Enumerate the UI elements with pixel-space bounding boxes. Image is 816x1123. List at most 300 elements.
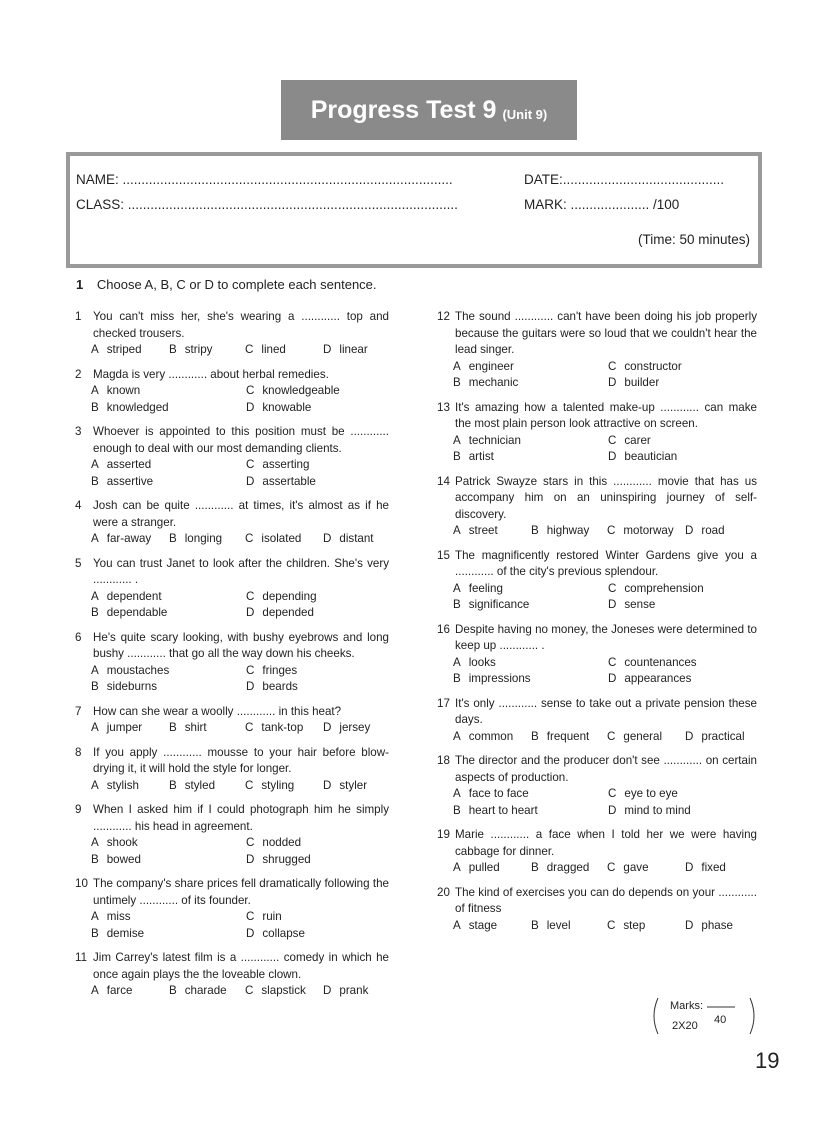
option-letter: B xyxy=(453,598,461,611)
option-text: moustaches xyxy=(106,663,170,677)
question-13 xyxy=(437,400,757,466)
option-letter: C xyxy=(245,343,254,356)
question-text: Whoever is appointed to this position must be ............ enough to deal with our most demanding clients. xyxy=(93,425,389,455)
option-a[interactable] xyxy=(453,860,531,877)
option-b[interactable] xyxy=(169,720,245,737)
option-b[interactable] xyxy=(453,449,608,466)
option-letter: D xyxy=(685,861,694,874)
option-d[interactable] xyxy=(323,342,393,359)
option-letter: D xyxy=(246,852,255,866)
question-text: Marie ............ a face when I told her we were having cabbage for dinner. xyxy=(455,828,757,858)
option-letter: B xyxy=(453,376,461,389)
question-number: 20 xyxy=(437,885,450,899)
option-c[interactable] xyxy=(245,531,323,548)
question-number: 14 xyxy=(437,474,450,488)
option-text: stage xyxy=(468,918,498,932)
option-b[interactable] xyxy=(91,926,246,943)
option-d[interactable] xyxy=(608,803,748,820)
option-a[interactable] xyxy=(453,523,531,540)
option-c[interactable] xyxy=(246,909,386,926)
option-text: sense xyxy=(624,598,656,611)
option-letter: C xyxy=(246,589,255,603)
option-text: looks xyxy=(468,655,496,669)
option-a[interactable] xyxy=(91,589,246,606)
marks-formula: 2X20 xyxy=(672,1020,698,1032)
option-text: prank xyxy=(339,984,369,997)
question-text: The sound ............ can't have been doing his job properly because the guitars were so loud that we couldn't hear the lead singer. xyxy=(455,310,757,356)
option-letter: C xyxy=(608,359,617,373)
option-b[interactable] xyxy=(169,342,245,359)
question-18 xyxy=(437,753,757,819)
option-text: assertable xyxy=(262,474,316,488)
option-text: appearances xyxy=(624,672,692,685)
option-text: stripy xyxy=(184,343,213,356)
option-b[interactable] xyxy=(91,474,246,491)
option-c[interactable] xyxy=(245,778,323,795)
question-number: 15 xyxy=(437,548,450,562)
option-a[interactable] xyxy=(91,778,169,795)
option-letter: B xyxy=(453,450,461,463)
option-d[interactable] xyxy=(685,918,755,935)
option-d[interactable] xyxy=(323,720,393,737)
option-text: street xyxy=(468,524,498,537)
option-b[interactable] xyxy=(531,860,607,877)
page-number: 19 xyxy=(755,1048,780,1073)
option-b[interactable] xyxy=(453,671,608,688)
section-instruction xyxy=(76,277,377,292)
option-letter: A xyxy=(453,861,461,874)
option-d[interactable] xyxy=(323,531,393,548)
option-text: styler xyxy=(339,778,368,792)
option-text: shook xyxy=(106,836,138,849)
question-17 xyxy=(437,696,757,746)
option-letter: B xyxy=(453,672,461,685)
option-letter: B xyxy=(91,474,99,488)
option-letter: C xyxy=(246,384,255,397)
option-text: significance xyxy=(468,598,530,611)
option-c[interactable] xyxy=(607,523,685,540)
option-d[interactable] xyxy=(323,778,393,795)
option-a[interactable] xyxy=(91,663,246,680)
option-text: shirt xyxy=(184,721,207,734)
option-text: feeling xyxy=(468,581,503,595)
option-d[interactable] xyxy=(246,852,386,869)
question-text: How can she wear a woolly ............ in this heat? xyxy=(93,704,342,718)
option-text: styled xyxy=(184,778,216,792)
option-letter: D xyxy=(246,926,255,940)
question-2 xyxy=(75,367,389,417)
question-3 xyxy=(75,424,389,490)
option-letter: C xyxy=(245,721,254,734)
option-letter: D xyxy=(323,984,332,997)
option-letter: A xyxy=(91,721,99,734)
option-b[interactable] xyxy=(531,918,607,935)
option-letter: D xyxy=(608,803,617,817)
option-letter: B xyxy=(169,343,177,356)
option-letter: B xyxy=(169,778,177,792)
option-letter: D xyxy=(323,721,332,734)
option-letter: C xyxy=(608,655,617,669)
option-letter: A xyxy=(91,589,99,603)
question-text: Magda is very ............ about herbal remedies. xyxy=(93,367,329,381)
answer-options xyxy=(453,729,757,746)
question-number: 19 xyxy=(437,828,450,841)
option-letter: A xyxy=(91,532,99,545)
option-text: fringes xyxy=(262,663,298,677)
option-letter: B xyxy=(531,861,539,874)
option-c[interactable] xyxy=(246,383,386,400)
option-letter: B xyxy=(531,524,539,537)
question-column-right xyxy=(437,309,757,934)
option-letter: B xyxy=(91,400,99,414)
option-text: knowable xyxy=(262,400,312,414)
option-c[interactable] xyxy=(246,663,386,680)
option-text: jumper xyxy=(106,721,143,734)
option-text: impressions xyxy=(468,672,531,685)
option-d[interactable] xyxy=(323,983,393,1000)
question-number: 12 xyxy=(437,310,450,323)
option-c[interactable] xyxy=(245,720,323,737)
option-a[interactable] xyxy=(91,342,169,359)
option-a[interactable] xyxy=(91,909,246,926)
option-text: knowledged xyxy=(106,400,169,414)
option-text: miss xyxy=(106,910,131,923)
option-c[interactable] xyxy=(608,433,748,450)
option-b[interactable] xyxy=(169,531,245,548)
question-text: If you apply ............ mousse to your hair before blow-drying it, it will hold the style for longer. xyxy=(93,745,389,775)
question-20 xyxy=(437,885,757,935)
option-text: sideburns xyxy=(106,680,158,693)
option-letter: C xyxy=(607,861,616,874)
option-text: phase xyxy=(701,918,733,932)
option-text: collapse xyxy=(262,926,305,940)
marks-label: Marks: xyxy=(670,1000,703,1012)
option-a[interactable] xyxy=(453,433,608,450)
option-letter: B xyxy=(453,803,461,817)
name-field[interactable]: NAME: ........................................................................................ xyxy=(76,172,453,187)
option-text: level xyxy=(546,918,571,932)
question-10 xyxy=(75,876,389,942)
option-text: motorway xyxy=(623,524,674,537)
option-letter: A xyxy=(91,778,99,792)
option-text: depending xyxy=(262,589,317,603)
question-text: Jim Carrey's latest film is a ............ comedy in which he once again plays the the loveable clown. xyxy=(93,951,389,981)
option-letter: D xyxy=(246,400,255,414)
option-text: slapstick xyxy=(261,984,306,997)
option-b[interactable] xyxy=(453,803,608,820)
answer-options xyxy=(91,589,389,622)
option-letter: B xyxy=(531,729,539,743)
option-letter: C xyxy=(607,918,616,932)
question-number: 3 xyxy=(75,425,82,438)
option-a[interactable] xyxy=(453,729,531,746)
option-b[interactable] xyxy=(531,729,607,746)
question-text: You can trust Janet to look after the children. She's very ............ . xyxy=(93,556,389,586)
option-letter: D xyxy=(608,672,617,685)
date-field[interactable]: DATE:........................................... xyxy=(524,172,725,187)
question-number: 4 xyxy=(75,499,82,512)
option-text: dragged xyxy=(546,861,590,874)
answer-options xyxy=(91,720,389,737)
section-number: 1 xyxy=(76,277,84,292)
option-text: isolated xyxy=(261,532,302,545)
question-14 xyxy=(437,474,757,540)
question-5 xyxy=(75,556,389,622)
question-1 xyxy=(75,309,389,359)
option-c[interactable] xyxy=(607,918,685,935)
option-text: artist xyxy=(468,450,494,463)
option-a[interactable] xyxy=(453,581,608,598)
option-text: known xyxy=(106,384,141,397)
test-title-banner xyxy=(281,80,577,140)
option-letter: A xyxy=(453,433,461,447)
answer-options xyxy=(91,663,389,696)
question-15 xyxy=(437,548,757,614)
option-letter: D xyxy=(608,376,617,389)
option-letter: C xyxy=(246,458,255,471)
answer-options xyxy=(453,655,757,688)
option-text: mind to mind xyxy=(624,803,691,817)
question-8 xyxy=(75,745,389,795)
option-letter: B xyxy=(91,606,99,619)
option-b[interactable] xyxy=(169,778,245,795)
option-text: dependable xyxy=(106,606,168,619)
option-c[interactable] xyxy=(607,729,685,746)
option-text: asserting xyxy=(262,458,310,471)
option-text: shrugged xyxy=(262,852,311,866)
question-text: The director and the producer don't see ............ on certain aspects of production. xyxy=(455,754,757,784)
option-c[interactable] xyxy=(246,589,386,606)
option-text: charade xyxy=(184,984,227,997)
question-4 xyxy=(75,498,389,548)
option-text: assertive xyxy=(106,474,154,488)
question-number: 5 xyxy=(75,556,82,570)
option-d[interactable] xyxy=(685,860,755,877)
option-letter: B xyxy=(91,852,99,866)
option-text: frequent xyxy=(546,729,590,743)
answer-options xyxy=(453,918,757,935)
time-limit: (Time: 50 minutes) xyxy=(637,232,750,247)
option-letter: C xyxy=(608,581,617,595)
option-text: technician xyxy=(468,433,521,447)
option-c[interactable] xyxy=(246,457,386,474)
option-text: practical xyxy=(701,729,745,743)
student-info-box xyxy=(66,152,762,268)
option-text: eye to eye xyxy=(624,787,678,800)
option-text: asserted xyxy=(106,458,152,471)
option-a[interactable] xyxy=(91,457,246,474)
option-d[interactable] xyxy=(685,523,755,540)
option-letter: C xyxy=(245,532,254,545)
question-text: It's amazing how a talented make-up ............ can make the most plain person look attractive on screen. xyxy=(455,400,757,430)
question-number: 7 xyxy=(75,704,82,718)
question-number: 18 xyxy=(437,754,450,767)
option-b[interactable] xyxy=(531,523,607,540)
option-letter: C xyxy=(607,524,616,537)
question-number: 11 xyxy=(75,951,88,964)
option-text: face to face xyxy=(468,787,529,800)
option-text: depended xyxy=(262,606,314,619)
option-d[interactable] xyxy=(608,375,748,392)
option-text: countenances xyxy=(624,655,697,669)
option-c[interactable] xyxy=(245,342,323,359)
question-column-left xyxy=(75,309,389,1000)
option-a[interactable] xyxy=(453,786,608,803)
option-letter: B xyxy=(91,926,99,940)
option-letter: A xyxy=(91,458,99,471)
option-text: bowed xyxy=(106,852,141,866)
option-letter: A xyxy=(453,581,461,595)
question-text: The kind of exercises you can do depends on your ............ of fitness xyxy=(455,885,757,915)
question-number: 8 xyxy=(75,745,82,759)
question-text: He's quite scary looking, with bushy eyebrows and long bushy ............ that go all the way down his cheeks. xyxy=(93,630,389,660)
option-letter: A xyxy=(453,918,461,932)
option-c[interactable] xyxy=(608,655,748,672)
option-d[interactable] xyxy=(608,597,748,614)
answer-options xyxy=(91,531,389,548)
option-text: common xyxy=(468,729,514,743)
option-text: tank-top xyxy=(261,721,304,734)
option-b[interactable] xyxy=(453,597,608,614)
question-text: Patrick Swayze stars in this ............ movie that has us accompany him on an uninspiring journey of self-discovery. xyxy=(455,474,757,521)
option-b[interactable] xyxy=(91,852,246,869)
option-letter: B xyxy=(91,680,99,693)
option-letter: C xyxy=(608,433,617,447)
option-letter: D xyxy=(323,343,332,356)
class-field[interactable]: CLASS: ........................................................................................ xyxy=(76,197,458,212)
option-text: dependent xyxy=(106,589,162,603)
option-a[interactable] xyxy=(91,531,169,548)
answer-options xyxy=(453,359,757,392)
option-text: fixed xyxy=(701,861,726,874)
question-16 xyxy=(437,622,757,688)
option-letter: C xyxy=(608,787,617,800)
option-d[interactable] xyxy=(608,449,748,466)
option-letter: D xyxy=(685,918,694,932)
answer-options xyxy=(91,778,389,795)
option-letter: B xyxy=(531,918,539,932)
option-a[interactable] xyxy=(453,359,608,376)
option-a[interactable] xyxy=(91,983,169,1000)
question-11 xyxy=(75,950,389,1000)
option-letter: A xyxy=(91,910,99,923)
answer-options xyxy=(91,909,389,942)
option-text: knowledgeable xyxy=(262,384,340,397)
option-a[interactable] xyxy=(91,383,246,400)
question-number: 6 xyxy=(75,630,82,644)
option-letter: D xyxy=(608,598,617,611)
option-c[interactable] xyxy=(608,581,748,598)
option-c[interactable] xyxy=(608,786,748,803)
option-text: linear xyxy=(339,343,368,356)
option-c[interactable] xyxy=(246,835,386,852)
option-text: comprehension xyxy=(624,581,704,595)
option-letter: D xyxy=(323,532,332,545)
question-text: You can't miss her, she's wearing a ............ top and checked trousers. xyxy=(93,310,389,340)
option-letter: D xyxy=(685,729,694,743)
question-text: It's only ............ sense to take out a private pension these days. xyxy=(455,696,757,726)
option-text: longing xyxy=(184,532,223,545)
option-b[interactable] xyxy=(91,605,246,622)
question-number: 2 xyxy=(75,367,82,381)
answer-options xyxy=(91,383,389,416)
option-d[interactable] xyxy=(246,400,386,417)
option-letter: A xyxy=(91,343,99,356)
option-b[interactable] xyxy=(169,983,245,1000)
option-d[interactable] xyxy=(246,926,386,943)
answer-options xyxy=(453,786,757,819)
question-number: 16 xyxy=(437,622,450,636)
question-7 xyxy=(75,704,389,737)
option-a[interactable] xyxy=(453,918,531,935)
option-d[interactable] xyxy=(246,474,386,491)
option-letter: C xyxy=(246,910,255,923)
option-text: carer xyxy=(624,433,651,447)
option-letter: C xyxy=(607,729,616,743)
option-text: far-away xyxy=(106,532,152,545)
option-d[interactable] xyxy=(608,671,748,688)
marks-total: 40 xyxy=(714,1014,727,1026)
option-letter: B xyxy=(169,984,177,997)
answer-options xyxy=(453,523,757,540)
answer-options xyxy=(91,342,389,359)
question-12 xyxy=(437,309,757,392)
option-text: lined xyxy=(261,343,286,356)
option-letter: A xyxy=(91,836,99,849)
answer-options xyxy=(91,983,389,1000)
answer-options xyxy=(453,433,757,466)
option-a[interactable] xyxy=(453,655,608,672)
option-text: jersey xyxy=(339,721,371,734)
option-letter: B xyxy=(169,721,177,734)
option-letter: C xyxy=(246,836,255,849)
option-text: stylish xyxy=(106,778,139,792)
option-d[interactable] xyxy=(685,729,755,746)
option-b[interactable] xyxy=(91,679,246,696)
option-text: pulled xyxy=(468,861,500,874)
instruction-text: Choose A, B, C or D to complete each sentence. xyxy=(96,277,377,292)
mark-field[interactable]: MARK: ..................... /100 xyxy=(524,197,680,212)
option-d[interactable] xyxy=(246,679,386,696)
marks-box xyxy=(650,996,760,1036)
option-c[interactable] xyxy=(245,983,323,1000)
option-text: nodded xyxy=(262,836,302,849)
option-letter: D xyxy=(323,778,332,792)
option-a[interactable] xyxy=(91,720,169,737)
option-letter: A xyxy=(453,787,461,800)
test-unit: (Unit 9) xyxy=(502,106,548,122)
option-a[interactable] xyxy=(91,835,246,852)
option-c[interactable] xyxy=(608,359,748,376)
question-text: The company's share prices fell dramatically following the untimely ............ of its founder. xyxy=(93,877,389,907)
option-letter: A xyxy=(453,655,461,669)
option-b[interactable] xyxy=(453,375,608,392)
option-letter: A xyxy=(91,384,99,397)
option-text: gave xyxy=(623,861,649,874)
option-text: ruin xyxy=(262,910,282,923)
option-letter: A xyxy=(91,663,99,677)
marks-brackets-icon xyxy=(650,996,760,1036)
question-number: 9 xyxy=(75,803,82,816)
option-d[interactable] xyxy=(246,605,386,622)
option-b[interactable] xyxy=(91,400,246,417)
option-c[interactable] xyxy=(607,860,685,877)
option-letter: A xyxy=(91,984,99,997)
option-letter: D xyxy=(608,450,617,463)
option-letter: D xyxy=(246,474,255,488)
question-text: Josh can be quite ............ at times, it's almost as if he were a stranger. xyxy=(93,499,389,529)
option-text: highway xyxy=(546,524,590,537)
